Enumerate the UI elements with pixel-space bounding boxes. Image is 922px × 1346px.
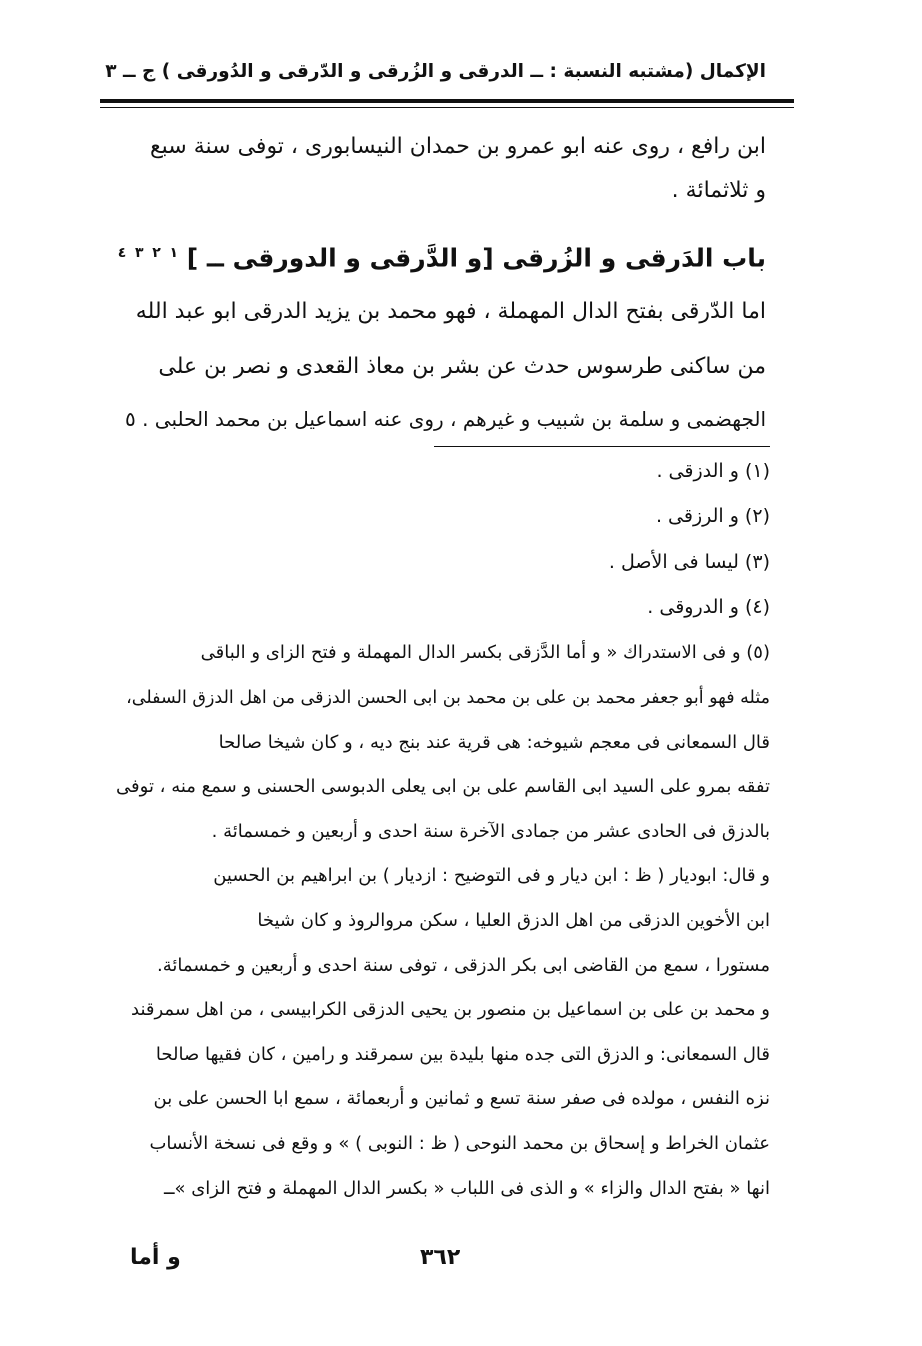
footnote-rule: [434, 446, 770, 447]
catchword: و أما: [130, 1245, 181, 1270]
footnote-marker: ٣: [134, 245, 144, 261]
running-title: الإكمال (مشتبه النسبة : ــ الدرقى و الزُرقى و الدّرقى و الدُورقى ) ج ــ ٣: [105, 61, 766, 82]
page-header: [100, 52, 766, 94]
page-number: ٣٦٢: [420, 1245, 461, 1270]
footnote: (٤) و الدروقى .: [647, 596, 770, 618]
footnote-line: نزه النفس ، مولده فى صفر سنة تسع و ثمانين و أربعمائة ، سمع ابا الحسن على بن: [153, 1088, 770, 1109]
footnote-line: بالدزق فى الحادى عشر من جمادى الآخرة سنة احدى و أربعين و خمسمائة .: [211, 821, 770, 842]
footnote-line: مثله فهو أبو جعفر محمد بن على بن محمد بن ابى الحسن الدزقى من اهل الدزق السفلى،: [126, 688, 770, 708]
footnote: (٢) و الرزقى .: [655, 505, 770, 527]
text-line: الجهضمى و سلمة بن شبيب و غيرهم ، روى عنه اسماعيل بن محمد الحلبى . ٥: [124, 407, 766, 431]
footnote-marker: ١: [169, 245, 179, 261]
footnote: (٣) ليسا فى الأصل .: [608, 551, 770, 573]
footnote-line: انها « بفتح الدال والزاء » و الذى فى اللباب « بكسر الدال المهملة و فتح الزاى »ــ: [163, 1178, 770, 1199]
header-rule-thin: [100, 107, 794, 108]
text-line: اما الدّرقى بفتح الدال المهملة ، فهو محمد بن يزيد الدرقى ابو عبد الله: [135, 299, 766, 324]
footnote-line: ابن الأخوين الدزقى من اهل الدزق العليا ، سكن مروالروذ و كان شيخا: [257, 910, 770, 931]
footnote-line: و قال: ابوديار ( ظ : ابن ديار و فى التوضيح : ازديار ) بن ابراهيم بن الحسين: [213, 865, 770, 886]
header-rule-thick: [100, 99, 794, 103]
section-title: [118, 225, 766, 286]
footnote-marker: ٢: [152, 245, 161, 261]
footnote-line: قال السمعانى فى معجم شيوخه: هى قرية عند بنج ديه ، و كان شيخا صالحا: [218, 732, 770, 753]
main-text: [110, 125, 766, 455]
footnotes: [110, 452, 770, 1232]
footnote-line: تفقه بمرو على السيد ابى القاسم على بن ابى يعلى الدبوسى الحسنى و سمع منه ، توفى: [116, 776, 770, 797]
footnote-line: و محمد بن على بن اسماعيل بن منصور بن يحيى الدزقى الكرابيسى ، من اهل سمرقند: [131, 999, 770, 1020]
footnote-line: قال السمعانى: و الدزق التى جده منها بليدة بين سمرقند و رامين ، كان فقيها صالحا: [155, 1044, 770, 1065]
footnote-marker: ٤: [117, 245, 127, 261]
footnote-line: عثمان الخراط و إسحاق بن محمد النوحى ( ظ : النوبى ) » و وقع فى نسخة الأنساب: [149, 1133, 770, 1154]
text-line: من ساكنى طرسوس حدث عن بشر بن معاذ القعدى و نصر بن على: [158, 354, 766, 379]
section-title-text: باب الدَرقى و الزُرقى [و الدَّرقى و الدورقى ــ ]: [178, 243, 766, 273]
footnote-line: مستورا ، سمع من القاضى ابى بكر الدزقى ، توفى سنة احدى و أربعين و خمسمائة.: [157, 955, 770, 976]
page-footer: [120, 1238, 600, 1278]
footnote: (١) و الدزقى .: [656, 460, 770, 482]
text-line: ابن رافع ، روى عنه ابو عمرو بن حمدان النيسابورى ، توفى سنة سبع: [149, 134, 766, 159]
footnote-line: (٥) و فى الاستدراك « و أما الدَّزقى بكسر الدال المهملة و فتح الزاى و الباقى: [200, 642, 770, 663]
text-line: و ثلاثمائة .: [671, 178, 766, 203]
